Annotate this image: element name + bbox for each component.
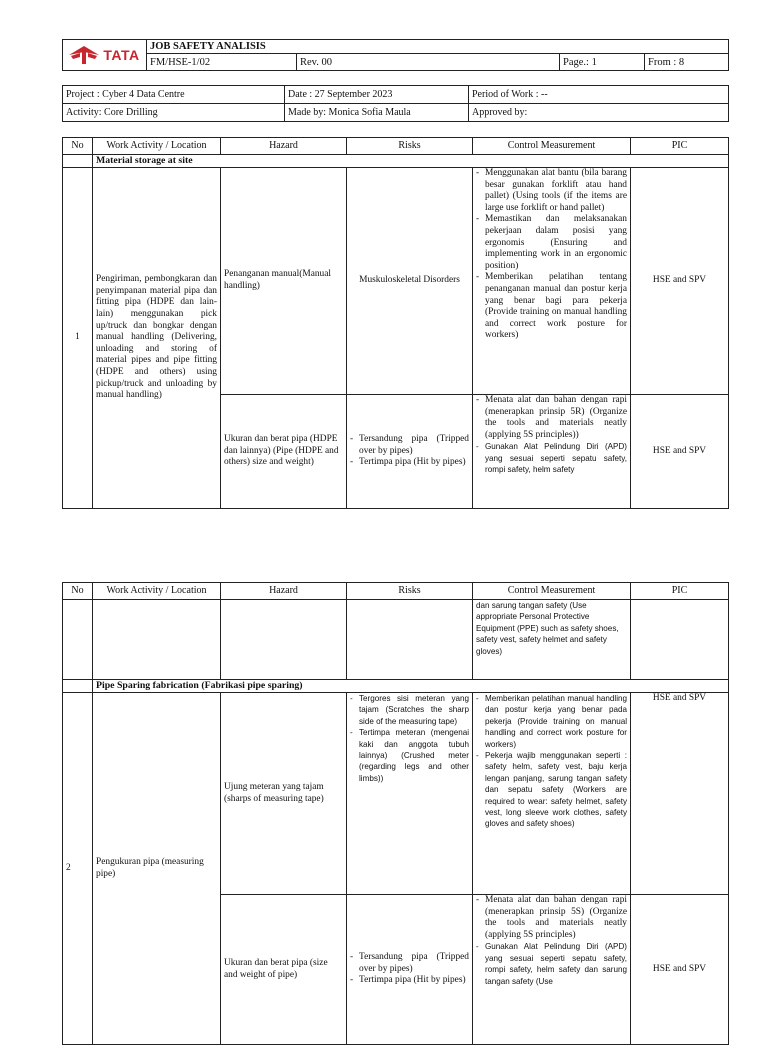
col-activity: Work Activity / Location bbox=[93, 138, 221, 155]
control-item: - Memberikan pelatihan tentang penanganan manual dan postur kerja yang benar bagi para pekerja (Provide training on manual handling and correct work posture for workers) bbox=[476, 272, 627, 342]
made-by: Made by: Monica Sofia Maula bbox=[285, 104, 469, 122]
col-pic: PIC bbox=[631, 138, 729, 155]
section-title: Material storage at site bbox=[93, 155, 729, 168]
col-hazard: Hazard bbox=[221, 138, 347, 155]
risks bbox=[347, 395, 473, 509]
document-number: FM/HSE-1/02 bbox=[147, 54, 297, 71]
risk: Muskuloskeletal Disorders bbox=[347, 168, 473, 395]
risk-item: - Tersandung pipa (Tripped over by pipes) bbox=[350, 952, 469, 975]
hazard: Ujung meteran yang tajam (sharps of measuring tape) bbox=[221, 693, 347, 895]
project-info bbox=[62, 85, 729, 122]
col-pic: PIC bbox=[631, 583, 729, 600]
risk-item: - Tertimpa pipa (Hit by pipes) bbox=[350, 975, 469, 987]
control-item: - Memastikan dan melaksanakan pekerjaan dalam posisi yang ergonomis (Ensuring and implementing work in an ergonomic position) bbox=[476, 214, 627, 272]
control-measurement bbox=[473, 895, 631, 1045]
col-control: Control Measurement bbox=[473, 583, 631, 600]
control-item: - Gunakan Alat Pelindung Diri (APD) yang sesuai seperti sepatu safety, rompi safety, helm safety bbox=[476, 441, 627, 475]
hazard: Ukuran dan berat pipa (size and weight of pipe) bbox=[221, 895, 347, 1045]
section-row bbox=[63, 680, 729, 693]
col-risks: Risks bbox=[347, 138, 473, 155]
page-total: From : 8 bbox=[645, 54, 729, 71]
risks bbox=[347, 895, 473, 1045]
jsa-table-page-1 bbox=[62, 137, 729, 509]
revision: Rev. 00 bbox=[297, 54, 560, 71]
control-item: - Memberikan pelatihan manual handling dan postur kerja yang benar pada pekerja (Provide training on manual handling and correct work posture for workers) bbox=[476, 693, 627, 750]
pic: HSE and SPV bbox=[631, 895, 729, 1045]
section-row bbox=[63, 155, 729, 168]
work-activity: Pengiriman, pembongkaran dan penyimpanan material pipa dan fitting pipa (HDPE dan lain-lain) menggunakan pick up/truck dan bongkar dengan manual handling (Delivering, unloading and storing of material pipes and pipe fitting (HDPE and others) using pickup/truck and unloading by manual handling) bbox=[93, 168, 221, 509]
risk-item: - Tertimpa pipa (Hit by pipes) bbox=[350, 457, 469, 469]
risk-item: - Tertimpa meteran (mengenai kaki dan anggota tubuh lainnya) (Crushed meter (regarding legs and other limbs)) bbox=[350, 727, 469, 784]
risk-item: - Tergores sisi meteran yang tajam (Scratches the sharp side of the measuring tape) bbox=[350, 693, 469, 727]
control-item: - Gunakan Alat Pelindung Diri (APD) yang sesuai seperti sepatu safety, rompi safety, helm safety dan sarung tangan safety (Use bbox=[476, 941, 627, 987]
control-item: - Pekerja wajib menggunakan seperti : safety helm, safety vest, baju kerja lengan panjang, sarung tangan safety dan sepatu safety (Workers are required to wear: safety helmet, safety vest, long sleeve work clothes, safety gloves and safety shoes) bbox=[476, 750, 627, 830]
period-of-work: Period of Work : -- bbox=[469, 86, 729, 104]
tata-logo-icon bbox=[69, 46, 99, 64]
row-number: 2 bbox=[63, 693, 93, 1045]
col-control: Control Measurement bbox=[473, 138, 631, 155]
col-no: No bbox=[63, 583, 93, 600]
hazard: Penanganan manual(Manual handling) bbox=[221, 168, 347, 395]
table-row bbox=[63, 693, 729, 895]
document-header bbox=[62, 39, 729, 71]
risks bbox=[347, 693, 473, 895]
table-header-row bbox=[63, 138, 729, 155]
activity: Activity: Core Drilling bbox=[63, 104, 285, 122]
table-header-row bbox=[63, 583, 729, 600]
table-row bbox=[63, 600, 729, 680]
control-measurement bbox=[473, 395, 631, 509]
section-title: Pipe Sparing fabrication (Fabrikasi pipe sparing) bbox=[93, 680, 729, 693]
page-number: Page.: 1 bbox=[560, 54, 645, 71]
approved-by: Approved by: bbox=[469, 104, 729, 122]
pic: HSE and SPV bbox=[631, 395, 729, 509]
company-logo bbox=[63, 40, 147, 71]
control-measurement bbox=[473, 693, 631, 895]
pic: HSE and SPV bbox=[631, 168, 729, 395]
pic: HSE and SPV bbox=[631, 693, 729, 895]
table-row bbox=[63, 168, 729, 395]
col-activity: Work Activity / Location bbox=[93, 583, 221, 600]
logo-text: TATA bbox=[103, 47, 140, 63]
col-hazard: Hazard bbox=[221, 583, 347, 600]
jsa-table-page-2 bbox=[62, 582, 729, 1045]
document-title: JOB SAFETY ANALISIS bbox=[147, 40, 729, 54]
row-number: 1 bbox=[63, 168, 93, 509]
project-name: Project : Cyber 4 Data Centre bbox=[63, 86, 285, 104]
control-item: - Menata alat dan bahan dengan rapi (menerapkan prinsip 5R) (Organize the tools and materials neatly (applying 5S principles)) bbox=[476, 395, 627, 441]
control-item: - Menggunakan alat bantu (bila barang besar gunakan forklift atau hand pallet) (Using tools (if the items are large use forklift or hand pallet) bbox=[476, 168, 627, 214]
date: Date : 27 September 2023 bbox=[285, 86, 469, 104]
control-measurement bbox=[473, 168, 631, 395]
col-risks: Risks bbox=[347, 583, 473, 600]
hazard: Ukuran dan berat pipa (HDPE dan lainnya) (Pipe (HDPE and others) size and weight) bbox=[221, 395, 347, 509]
col-no: No bbox=[63, 138, 93, 155]
risk-item: - Tersandung pipa (Tripped over by pipes) bbox=[350, 434, 469, 457]
control-item: - Menata alat dan bahan dengan rapi (menerapkan prinsip 5S) (Organize the tools and materials neatly (applying 5S principles) bbox=[476, 895, 627, 941]
control-continuation: dan sarung tangan safety (Use appropriate Personal Protective Equipment (PPE) such as safety shoes, safety vest, safety helmet and safety gloves) bbox=[473, 600, 631, 680]
work-activity: Pengukuran pipa (measuring pipe) bbox=[93, 693, 221, 1045]
